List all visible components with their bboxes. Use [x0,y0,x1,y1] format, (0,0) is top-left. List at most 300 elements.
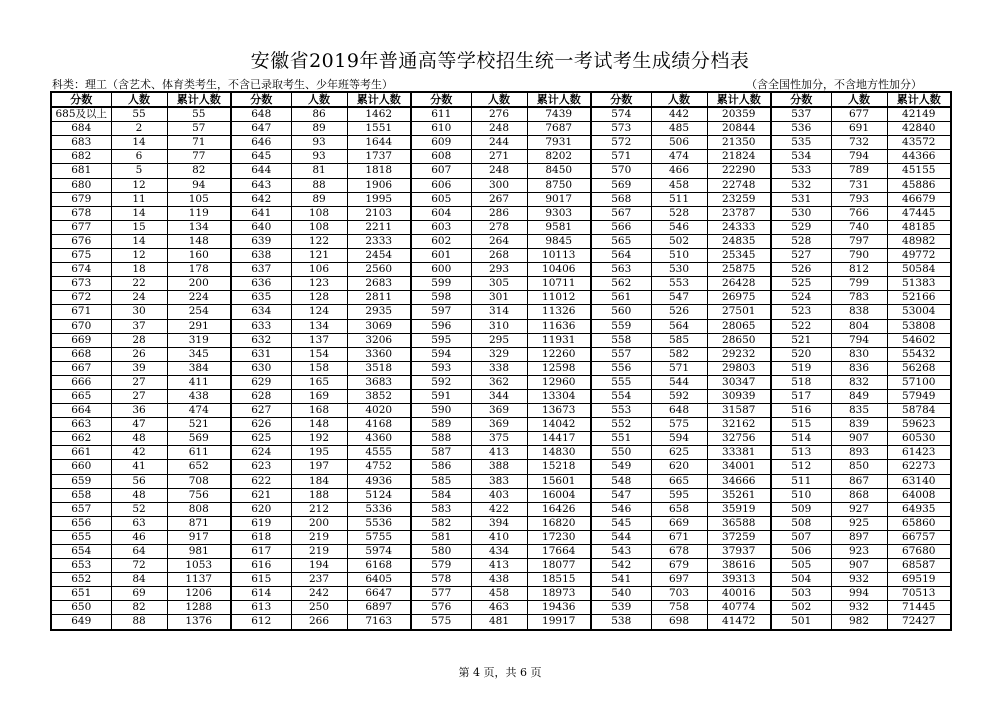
score-cell: 572 [591,136,651,150]
cumulative-cell: 46679 [887,192,951,206]
score-cell: 669 [51,333,111,347]
score-cell: 604 [411,206,471,220]
score-cell: 685及以上 [51,107,111,122]
cumulative-cell: 5336 [347,502,411,516]
count-cell: 907 [831,432,887,446]
cumulative-cell: 61423 [887,446,951,460]
count-cell: 88 [111,615,167,630]
count-cell: 300 [471,178,527,192]
score-cell: 532 [771,178,831,192]
count-cell: 669 [651,516,707,530]
score-cell: 632 [231,333,291,347]
count-cell: 458 [471,587,527,601]
cumulative-cell: 134 [167,220,231,234]
score-cell: 528 [771,234,831,248]
cumulative-cell: 438 [167,389,231,403]
count-cell: 994 [831,587,887,601]
cumulative-cell: 7931 [527,136,591,150]
cumulative-cell: 57100 [887,375,951,389]
cumulative-cell: 2811 [347,291,411,305]
count-cell: 137 [291,333,347,347]
cumulative-cell: 5755 [347,530,411,544]
count-cell: 658 [651,502,707,516]
score-cell: 645 [231,150,291,164]
cumulative-cell: 16820 [527,516,591,530]
count-cell: 41 [111,460,167,474]
cumulative-cell: 16004 [527,488,591,502]
score-cell: 503 [771,587,831,601]
count-cell: 758 [651,601,707,615]
cumulative-cell: 36588 [707,516,771,530]
cumulative-cell: 47445 [887,206,951,220]
cumulative-cell: 1137 [167,573,231,587]
cumulative-cell: 5974 [347,545,411,559]
cumulative-cell: 11012 [527,291,591,305]
cumulative-cell: 24333 [707,220,771,234]
count-cell: 184 [291,474,347,488]
cumulative-cell: 10113 [527,249,591,263]
count-cell: 305 [471,277,527,291]
score-cell: 510 [771,488,831,502]
score-cell: 524 [771,291,831,305]
score-cell: 664 [51,404,111,418]
cumulative-cell: 13304 [527,389,591,403]
table-row [51,488,951,502]
column-header: 人数 [831,92,887,107]
cumulative-cell: 26428 [707,277,771,291]
score-cell: 519 [771,361,831,375]
count-cell: 463 [471,601,527,615]
count-cell: 5 [111,164,167,178]
count-cell: 108 [291,220,347,234]
cumulative-cell: 49772 [887,249,951,263]
count-cell: 794 [831,150,887,164]
table-row [51,234,951,248]
count-cell: 698 [651,615,707,630]
score-cell: 556 [591,361,651,375]
count-cell: 6 [111,150,167,164]
score-cell: 598 [411,291,471,305]
count-cell: 63 [111,516,167,530]
cumulative-cell: 411 [167,375,231,389]
count-cell: 37 [111,319,167,333]
cumulative-cell: 1906 [347,178,411,192]
count-cell: 691 [831,122,887,136]
score-cell: 594 [411,347,471,361]
cumulative-cell: 42840 [887,122,951,136]
score-cell: 630 [231,361,291,375]
score-cell: 635 [231,291,291,305]
cumulative-cell: 569 [167,432,231,446]
score-cell: 554 [591,389,651,403]
cumulative-cell: 2103 [347,206,411,220]
cumulative-cell: 37937 [707,545,771,559]
score-cell: 569 [591,178,651,192]
count-cell: 592 [651,389,707,403]
count-cell: 466 [651,164,707,178]
score-cell: 520 [771,347,831,361]
score-cell: 506 [771,545,831,559]
score-cell: 570 [591,164,651,178]
cumulative-cell: 64008 [887,488,951,502]
cumulative-cell: 11326 [527,305,591,319]
cumulative-cell: 808 [167,502,231,516]
count-cell: 197 [291,460,347,474]
score-cell: 646 [231,136,291,150]
count-cell: 121 [291,249,347,263]
count-cell: 55 [111,107,167,122]
score-cell: 651 [51,587,111,601]
count-cell: 84 [111,573,167,587]
count-cell: 39 [111,361,167,375]
count-cell: 907 [831,559,887,573]
table-row [51,418,951,432]
cumulative-cell: 7439 [527,107,591,122]
count-cell: 12 [111,178,167,192]
score-cell: 509 [771,502,831,516]
score-cell: 564 [591,249,651,263]
count-cell: 485 [651,122,707,136]
count-cell: 789 [831,164,887,178]
cumulative-cell: 72427 [887,615,951,630]
score-bonus-note: （含全国性加分，不含地方性加分） [746,78,922,91]
score-cell: 660 [51,460,111,474]
cumulative-cell: 53808 [887,319,951,333]
column-header: 人数 [651,92,707,107]
cumulative-cell: 62273 [887,460,951,474]
count-cell: 271 [471,150,527,164]
cumulative-cell: 981 [167,545,231,559]
score-cell: 530 [771,206,831,220]
cumulative-cell: 4555 [347,446,411,460]
score-cell: 601 [411,249,471,263]
score-cell: 626 [231,418,291,432]
cumulative-cell: 71445 [887,601,951,615]
count-cell: 506 [651,136,707,150]
cumulative-cell: 11931 [527,333,591,347]
column-header: 人数 [471,92,527,107]
cumulative-cell: 8450 [527,164,591,178]
count-cell: 362 [471,375,527,389]
count-cell: 932 [831,601,887,615]
cumulative-cell: 9017 [527,192,591,206]
count-cell: 30 [111,305,167,319]
score-cell: 637 [231,263,291,277]
cumulative-cell: 521 [167,418,231,432]
cumulative-cell: 7163 [347,615,411,630]
cumulative-cell: 11636 [527,319,591,333]
score-cell: 544 [591,530,651,544]
score-cell: 597 [411,305,471,319]
score-cell: 567 [591,206,651,220]
cumulative-cell: 6405 [347,573,411,587]
cumulative-cell: 10406 [527,263,591,277]
score-cell: 655 [51,530,111,544]
cumulative-cell: 67680 [887,545,951,559]
score-cell: 613 [231,601,291,615]
cumulative-cell: 652 [167,460,231,474]
count-cell: 295 [471,333,527,347]
cumulative-cell: 50584 [887,263,951,277]
count-cell: 528 [651,206,707,220]
count-cell: 82 [111,601,167,615]
count-cell: 697 [651,573,707,587]
score-cell: 540 [591,587,651,601]
cumulative-cell: 756 [167,488,231,502]
table-row [51,432,951,446]
cumulative-cell: 41472 [707,615,771,630]
cumulative-cell: 4936 [347,474,411,488]
count-cell: 595 [651,488,707,502]
score-cell: 505 [771,559,831,573]
table-row [51,291,951,305]
count-cell: 24 [111,291,167,305]
score-cell: 667 [51,361,111,375]
count-cell: 244 [471,136,527,150]
count-cell: 799 [831,277,887,291]
cumulative-cell: 178 [167,263,231,277]
count-cell: 375 [471,432,527,446]
cumulative-cell: 44366 [887,150,951,164]
cumulative-cell: 63140 [887,474,951,488]
score-cell: 557 [591,347,651,361]
cumulative-cell: 14042 [527,418,591,432]
count-cell: 266 [291,615,347,630]
count-cell: 188 [291,488,347,502]
cumulative-cell: 94 [167,178,231,192]
score-cell: 647 [231,122,291,136]
count-cell: 582 [651,347,707,361]
count-cell: 830 [831,347,887,361]
count-cell: 28 [111,333,167,347]
column-header: 人数 [291,92,347,107]
cumulative-cell: 20359 [707,107,771,122]
score-cell: 502 [771,601,831,615]
cumulative-cell: 28065 [707,319,771,333]
table-row [51,333,951,347]
count-cell: 89 [291,122,347,136]
score-cell: 545 [591,516,651,530]
cumulative-cell: 20844 [707,122,771,136]
count-cell: 264 [471,234,527,248]
score-cell: 650 [51,601,111,615]
score-cell: 683 [51,136,111,150]
count-cell: 812 [831,263,887,277]
score-cell: 623 [231,460,291,474]
score-cell: 603 [411,220,471,234]
count-cell: 794 [831,333,887,347]
count-cell: 547 [651,291,707,305]
score-cell: 595 [411,333,471,347]
cumulative-cell: 15601 [527,474,591,488]
count-cell: 56 [111,474,167,488]
cumulative-cell: 23259 [707,192,771,206]
score-cell: 615 [231,573,291,587]
table-row [51,107,951,122]
score-cell: 533 [771,164,831,178]
score-cell: 548 [591,474,651,488]
column-header: 分数 [591,92,651,107]
score-cell: 527 [771,249,831,263]
score-cell: 608 [411,150,471,164]
count-cell: 14 [111,136,167,150]
score-cell: 571 [591,150,651,164]
count-cell: 766 [831,206,887,220]
cumulative-cell: 57 [167,122,231,136]
score-cell: 634 [231,305,291,319]
score-cell: 676 [51,234,111,248]
score-cell: 671 [51,305,111,319]
count-cell: 14 [111,234,167,248]
score-cell: 641 [231,206,291,220]
score-cell: 550 [591,446,651,460]
count-cell: 732 [831,136,887,150]
cumulative-cell: 35919 [707,502,771,516]
score-cell: 515 [771,418,831,432]
count-cell: 248 [471,122,527,136]
cumulative-cell: 31587 [707,404,771,418]
table-row [51,615,951,630]
cumulative-cell: 224 [167,291,231,305]
cumulative-cell: 24835 [707,234,771,248]
cumulative-cell: 29232 [707,347,771,361]
cumulative-cell: 71 [167,136,231,150]
table-row [51,404,951,418]
count-cell: 86 [291,107,347,122]
cumulative-cell: 48185 [887,220,951,234]
score-cell: 577 [411,587,471,601]
cumulative-cell: 3683 [347,375,411,389]
table-row [51,249,951,263]
score-cell: 542 [591,559,651,573]
score-cell: 574 [591,107,651,122]
score-cell: 602 [411,234,471,248]
table-row [51,220,951,234]
cumulative-cell: 45886 [887,178,951,192]
score-cell: 654 [51,545,111,559]
cumulative-cell: 21824 [707,150,771,164]
count-cell: 388 [471,460,527,474]
count-cell: 530 [651,263,707,277]
score-cell: 555 [591,375,651,389]
count-cell: 158 [291,361,347,375]
cumulative-cell: 22290 [707,164,771,178]
table-row [51,460,951,474]
cumulative-cell: 12260 [527,347,591,361]
count-cell: 219 [291,545,347,559]
count-cell: 46 [111,530,167,544]
cumulative-cell: 1376 [167,615,231,630]
count-cell: 413 [471,446,527,460]
count-cell: 134 [291,319,347,333]
column-header: 累计人数 [347,92,411,107]
count-cell: 26 [111,347,167,361]
count-cell: 27 [111,389,167,403]
cumulative-cell: 22748 [707,178,771,192]
count-cell: 932 [831,573,887,587]
score-cell: 675 [51,249,111,263]
score-cell: 553 [591,404,651,418]
score-cell: 644 [231,164,291,178]
score-cell: 682 [51,150,111,164]
count-cell: 571 [651,361,707,375]
score-cell: 638 [231,249,291,263]
table-row [51,347,951,361]
count-cell: 575 [651,418,707,432]
count-cell: 474 [651,150,707,164]
score-cell: 639 [231,234,291,248]
score-cell: 566 [591,220,651,234]
score-cell: 541 [591,573,651,587]
cumulative-cell: 708 [167,474,231,488]
count-cell: 168 [291,404,347,418]
count-cell: 15 [111,220,167,234]
count-cell: 502 [651,234,707,248]
cumulative-cell: 59623 [887,418,951,432]
page-title: 安徽省2019年普通高等学校招生统一考试考生成绩分档表 [250,50,750,72]
table-row [51,516,951,530]
cumulative-cell: 14830 [527,446,591,460]
score-cell: 589 [411,418,471,432]
cumulative-cell: 8202 [527,150,591,164]
count-cell: 286 [471,206,527,220]
cumulative-cell: 8750 [527,178,591,192]
cumulative-cell: 2454 [347,249,411,263]
table-row [51,587,951,601]
count-cell: 413 [471,559,527,573]
cumulative-cell: 4020 [347,404,411,418]
cumulative-cell: 52166 [887,291,951,305]
cumulative-cell: 65860 [887,516,951,530]
count-cell: 511 [651,192,707,206]
score-cell: 547 [591,488,651,502]
count-cell: 36 [111,404,167,418]
count-cell: 665 [651,474,707,488]
cumulative-cell: 1995 [347,192,411,206]
cumulative-cell: 34666 [707,474,771,488]
count-cell: 14 [111,206,167,220]
table-row [51,545,951,559]
score-cell: 673 [51,277,111,291]
cumulative-cell: 3360 [347,347,411,361]
count-cell: 383 [471,474,527,488]
cumulative-cell: 43572 [887,136,951,150]
score-cell: 593 [411,361,471,375]
score-cell: 625 [231,432,291,446]
count-cell: 893 [831,446,887,460]
table-row [51,150,951,164]
cumulative-cell: 1818 [347,164,411,178]
score-cell: 616 [231,559,291,573]
score-cell: 561 [591,291,651,305]
score-cell: 578 [411,573,471,587]
count-cell: 458 [651,178,707,192]
cumulative-cell: 1551 [347,122,411,136]
score-cell: 586 [411,460,471,474]
count-cell: 48 [111,488,167,502]
cumulative-cell: 69519 [887,573,951,587]
score-cell: 648 [231,107,291,122]
table-row [51,136,951,150]
count-cell: 790 [831,249,887,263]
cumulative-cell: 26975 [707,291,771,305]
score-cell: 584 [411,488,471,502]
score-cell: 659 [51,474,111,488]
count-cell: 169 [291,389,347,403]
cumulative-cell: 4360 [347,432,411,446]
count-cell: 22 [111,277,167,291]
cumulative-cell: 33381 [707,446,771,460]
